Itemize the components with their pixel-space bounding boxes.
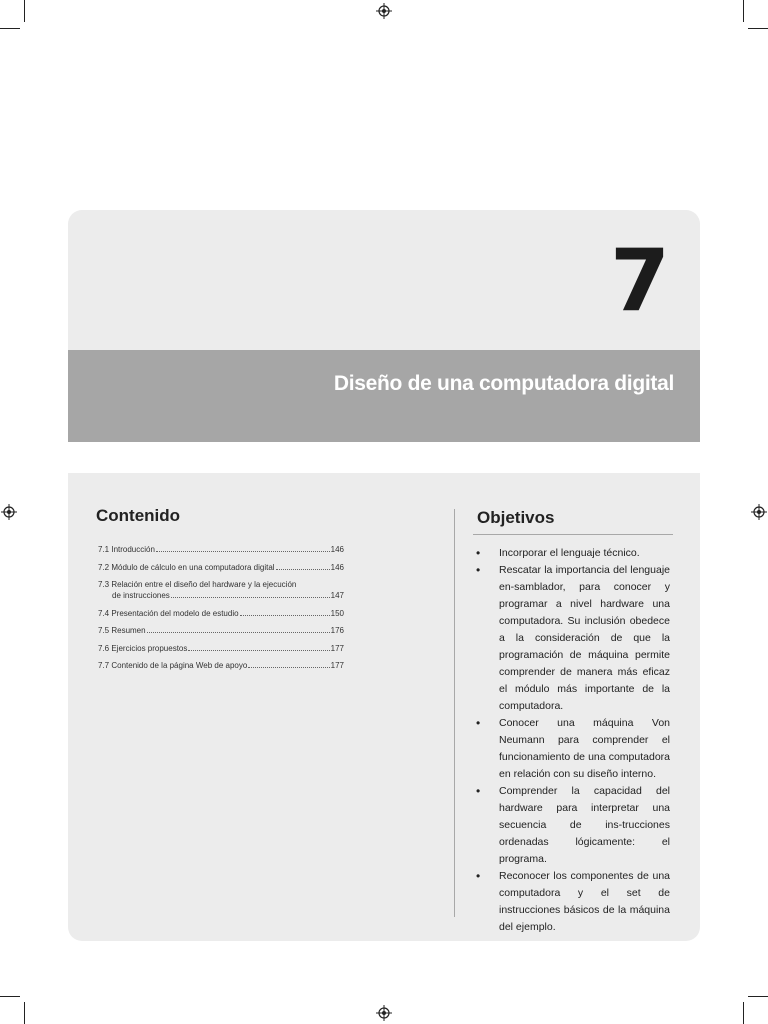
chapter-title: Diseño de una computadora digital [333, 372, 674, 395]
objetivos-heading: Objetivos [477, 508, 555, 527]
toc-item-page: 150 [330, 608, 344, 618]
toc-item [98, 644, 344, 655]
objective-item: • Conocer una máquina Von Neumann para comprender el funcionamiento de una computadora en relación con su diseño interno. [472, 715, 670, 783]
crop-mark [0, 28, 20, 29]
crop-mark [743, 0, 744, 22]
toc-leader [188, 650, 329, 651]
toc-item [98, 661, 344, 672]
crop-mark [24, 0, 25, 22]
chapter-overview-panel [68, 473, 700, 941]
chapter-title-band [68, 350, 700, 442]
objective-item: • Comprender la capacidad del hardware para interpretar una secuencia de ins-trucciones ordenadas lógicamente: el programa. [472, 783, 670, 868]
toc-item-title: 7.5 Resumen [98, 626, 146, 635]
chapter-number: 7 [610, 231, 670, 331]
registration-mark-icon [751, 504, 767, 520]
toc-item [98, 580, 344, 602]
toc-leader [276, 569, 330, 570]
toc-item-page: 177 [330, 661, 344, 670]
toc-item-page: 176 [330, 626, 344, 635]
toc-item-page: 146 [330, 545, 344, 554]
registration-mark-icon [376, 1005, 392, 1021]
chapter-header [68, 210, 700, 442]
table-of-contents [98, 545, 344, 679]
crop-mark [0, 996, 20, 997]
toc-leader [147, 632, 330, 633]
objective-item: • Rescatar la importancia del lenguaje en-samblador, para conocer y programar a nivel hardware una computadora. Su inclusión obedece a la consideración de que la programación de máquina permite comprender de manera más eficaz el módulo más importante de la computadora. [472, 562, 670, 715]
crop-mark [748, 996, 768, 997]
objective-item: • Incorporar el lenguaje técnico. [472, 545, 670, 562]
crop-mark [24, 1002, 25, 1024]
toc-item [98, 626, 344, 637]
toc-item [98, 545, 344, 556]
toc-item-page: 147 [330, 591, 344, 600]
crop-mark [748, 28, 768, 29]
toc-item-title-continuation: de instrucciones [112, 591, 170, 600]
objetivos-underline [473, 534, 673, 535]
objectives-list [472, 545, 670, 936]
contenido-heading: Contenido [96, 506, 181, 525]
toc-leader [171, 597, 330, 598]
registration-mark-icon [376, 3, 392, 19]
toc-item [98, 563, 344, 574]
toc-item-title: 7.4 Presentación del modelo de estudio [98, 608, 239, 618]
toc-leader [248, 667, 329, 668]
toc-item-title: 7.6 Ejercicios propuestos [98, 643, 188, 653]
toc-item-title: 7.3 Relación entre el diseño del hardware y la ejecución [98, 580, 297, 589]
toc-item-page: 177 [330, 643, 344, 653]
toc-leader [156, 551, 330, 552]
registration-mark-icon [1, 504, 17, 520]
toc-item-title: 7.1 Introducción [98, 545, 155, 554]
crop-mark [743, 1002, 744, 1024]
toc-leader [240, 615, 330, 616]
toc-item-page: 146 [330, 562, 344, 572]
toc-item-title: 7.2 Módulo de cálculo en una computadora digital [98, 562, 275, 572]
toc-item-title: 7.7 Contenido de la página Web de apoyo [98, 661, 248, 670]
column-divider [454, 509, 455, 917]
objective-item: • Reconocer los componentes de una computadora y el set de instrucciones básicos de la máquina del ejemplo. [472, 868, 670, 936]
toc-item [98, 609, 344, 620]
